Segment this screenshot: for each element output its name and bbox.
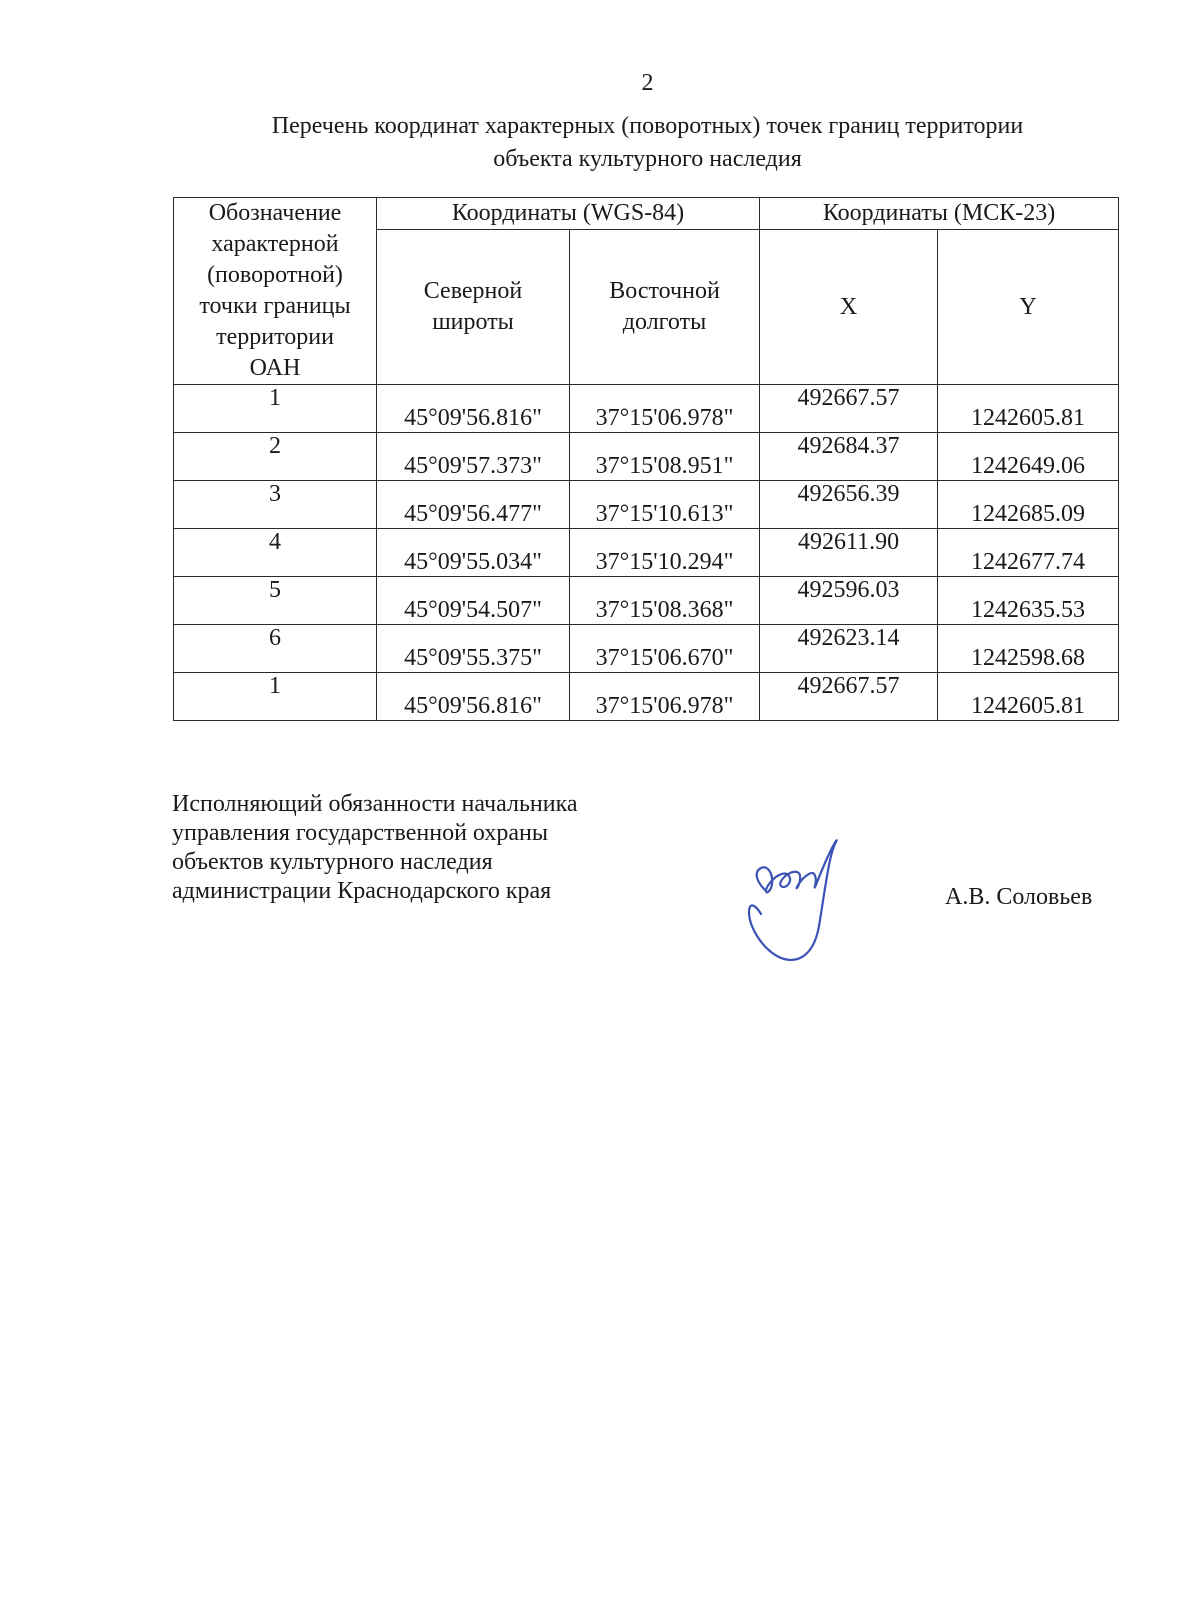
header-east-longitude <box>570 230 760 385</box>
x-cell: 492623.14 <box>760 625 938 673</box>
x-cell: 492656.39 <box>760 481 938 529</box>
signer-position-line: Исполняющий обязанности начальника <box>172 791 578 817</box>
signer-position <box>172 790 578 906</box>
page-number: 2 <box>641 70 654 96</box>
point-id-cell: 1 <box>174 673 377 721</box>
y-cell: 1242598.68 <box>938 625 1119 673</box>
signer-position-line: управления государственной охраны <box>172 820 548 846</box>
y-cell: 1242685.09 <box>938 481 1119 529</box>
longitude-cell: 37°15'10.613" <box>570 481 760 529</box>
longitude-cell: 37°15'08.951" <box>570 433 760 481</box>
latitude-cell: 45°09'57.373" <box>377 433 570 481</box>
point-id-cell: 1 <box>174 385 377 433</box>
table-row <box>174 385 1119 433</box>
signer-name: А.В. Соловьев <box>945 884 1093 910</box>
header-east-longitude-line: долготы <box>622 309 707 335</box>
handwritten-signature <box>735 830 885 1000</box>
header-point-designation-line: Обозначение <box>208 200 342 226</box>
latitude-cell: 45°09'54.507" <box>377 577 570 625</box>
longitude-cell: 37°15'10.294" <box>570 529 760 577</box>
signer-position-line: администрации Краснодарского края <box>172 878 552 904</box>
header-point-designation-line: территории <box>216 324 334 350</box>
table-row <box>174 529 1119 577</box>
header-point-designation <box>174 198 377 385</box>
table-row <box>174 481 1119 529</box>
table-row <box>174 625 1119 673</box>
latitude-cell: 45°09'56.477" <box>377 481 570 529</box>
longitude-cell: 37°15'06.978" <box>570 385 760 433</box>
x-cell: 492596.03 <box>760 577 938 625</box>
table-row <box>174 673 1119 721</box>
y-cell: 1242605.81 <box>938 385 1119 433</box>
longitude-cell: 37°15'06.670" <box>570 625 760 673</box>
latitude-cell: 45°09'56.816" <box>377 673 570 721</box>
header-east-longitude-line: Восточной <box>609 278 720 304</box>
longitude-cell: 37°15'06.978" <box>570 673 760 721</box>
y-cell: 1242677.74 <box>938 529 1119 577</box>
point-id-cell: 2 <box>174 433 377 481</box>
y-cell: 1242649.06 <box>938 433 1119 481</box>
y-cell: 1242605.81 <box>938 673 1119 721</box>
latitude-cell: 45°09'55.375" <box>377 625 570 673</box>
document-title-line: объекта культурного наследия <box>493 146 802 172</box>
latitude-cell: 45°09'55.034" <box>377 529 570 577</box>
point-id-cell: 3 <box>174 481 377 529</box>
header-point-designation-line: ОАН <box>249 355 301 381</box>
header-x: X <box>760 230 938 385</box>
header-msk23-group: Координаты (МСК-23) <box>760 198 1119 230</box>
header-wgs84-group: Координаты (WGS-84) <box>377 198 760 230</box>
header-point-designation-line: точки границы <box>199 293 351 319</box>
header-point-designation-line: (поворотной) <box>207 262 343 288</box>
x-cell: 492611.90 <box>760 529 938 577</box>
signature-icon <box>735 830 885 1000</box>
table-row <box>174 433 1119 481</box>
point-id-cell: 5 <box>174 577 377 625</box>
header-north-latitude <box>377 230 570 385</box>
x-cell: 492684.37 <box>760 433 938 481</box>
document-title-line: Перечень координат характерных (поворотных) точек границ территории <box>271 113 1024 139</box>
header-point-designation-line: характерной <box>211 231 339 257</box>
signer-position-line: объектов культурного наследия <box>172 849 493 875</box>
header-north-latitude-line: Северной <box>423 278 523 304</box>
x-cell: 492667.57 <box>760 385 938 433</box>
y-cell: 1242635.53 <box>938 577 1119 625</box>
header-y: Y <box>938 230 1119 385</box>
document-title <box>170 110 1125 176</box>
table-row <box>174 577 1119 625</box>
x-cell: 492667.57 <box>760 673 938 721</box>
coordinates-table <box>173 197 1119 721</box>
point-id-cell: 4 <box>174 529 377 577</box>
header-north-latitude-line: широты <box>432 309 514 335</box>
point-id-cell: 6 <box>174 625 377 673</box>
longitude-cell: 37°15'08.368" <box>570 577 760 625</box>
latitude-cell: 45°09'56.816" <box>377 385 570 433</box>
